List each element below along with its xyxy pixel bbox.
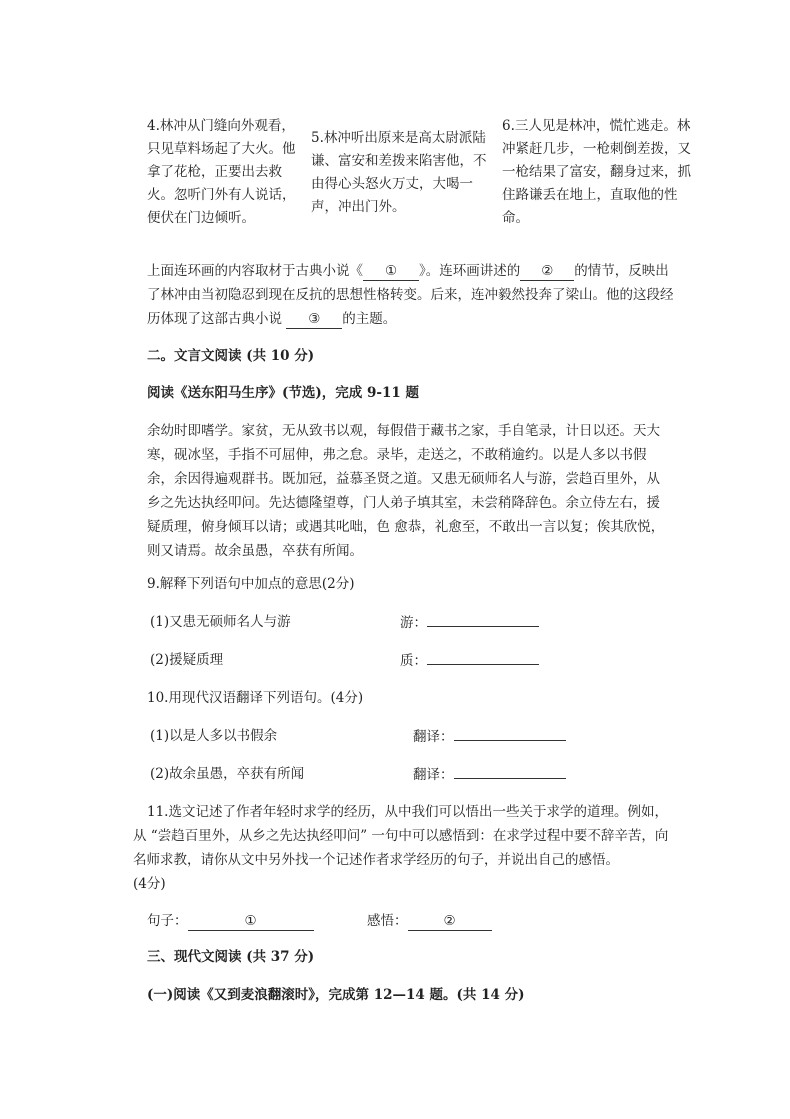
q10-answer-2: 翻译： bbox=[413, 762, 566, 787]
q9-answer-1: 游： bbox=[400, 610, 539, 635]
q9-answer-2: 质： bbox=[400, 648, 539, 673]
q11-insight-blank[interactable]: ② bbox=[408, 912, 492, 931]
q9-answer-1-line[interactable] bbox=[427, 610, 539, 627]
q11-score: (4分) bbox=[133, 876, 166, 892]
q11-sentence: 句子： ① bbox=[147, 909, 314, 933]
q8-blank-2[interactable]: ② bbox=[520, 262, 574, 281]
q10-answer-1-line[interactable] bbox=[454, 724, 566, 741]
q9-stem: 9.解释下列语句中加点的意思(2分) bbox=[147, 576, 355, 592]
q10-answer-2-line[interactable] bbox=[454, 762, 566, 779]
q8-paragraph: 上面连环画的内容取材于古典小说《 ① 》。连环画讲述的 ② 的情节，反映出了林冲由当初隐忍到现在反抗的思想性格转变。后来，连冲毅然投奔了梁山。他的这段经历体现了这部古典小说 ③ 的主题。 bbox=[147, 263, 674, 327]
q11-insight: 感悟： ② bbox=[367, 909, 492, 933]
comic-panel-5-caption: 5.林冲听出原来是高太尉派陆谦、富安和差拨来陷害他，不由得心头怒火万丈，大喝一声，冲出门外。 bbox=[311, 130, 487, 215]
q10-stem: 10.用现代汉语翻译下列语句。(4分) bbox=[147, 690, 364, 706]
comic-panel-4-caption: 4.林冲从门缝向外观看，只见草料场起了大火。他拿了花枪，正要出去救火。忽听门外有人说话，便伏在门边倾听。 bbox=[147, 118, 296, 226]
section-3-title: 三、现代文阅读 (共 37 分) bbox=[147, 949, 315, 965]
comic-panel-6-caption: 6.三人见是林冲，慌忙逃走。林冲紧赶几步，一枪刺倒差拨，又一枪结果了富安，翻身过来，抓住路谦丢在地上，直取他的性命。 bbox=[502, 118, 691, 226]
q11-sentence-blank[interactable]: ① bbox=[188, 912, 314, 931]
classical-passage: 余幼时即嗜学。家贫，无从致书以观，每假借于藏书之家，手自笔录，计日以还。天大寒，砚冰坚，手指不可屈伸，弗之怠。录毕，走送之，不敢稍逾约。以是人多以书假余，余因得遍观群书。既加冠，益慕圣贤之道。又患无硕师名人与游，尝趋百里外，从乡之先达执经叩问。先达德隆望尊，门人弟子填其室，未尝稍降辞色。余立侍左右，援疑质理，俯身倾耳以请；或遇其叱咄，色 愈恭，礼愈至，不敢出一言以复；俟其欣悦，则又请焉。故余虽愚，卒获有所闻。 bbox=[147, 423, 665, 559]
q9-item-2: (2)援疑质理 bbox=[150, 652, 224, 668]
q9-answer-2-line[interactable] bbox=[427, 648, 539, 665]
q10-item-1: (1)以是人多以书假余 bbox=[150, 728, 278, 744]
section-2-title: 二。文言文阅读 (共 10 分) bbox=[147, 348, 315, 364]
section-3-subtitle: (一)阅读《又到麦浪翻滚时》，完成第 12—14 题。(共 14 分) bbox=[147, 987, 525, 1003]
q10-item-2: (2)故余虽愚，卒获有所闻 bbox=[150, 766, 305, 782]
q8-blank-1[interactable]: ① bbox=[363, 262, 419, 281]
section-2-subtitle: 阅读《送东阳马生序》(节选)，完成 9-11 题 bbox=[147, 385, 419, 401]
q9-item-1: (1)又患无硕师名人与游 bbox=[150, 614, 291, 630]
q11-stem: 11.选文记述了作者年轻时求学的经历，从中我们可以悟出一些关于求学的道理。例如，从 “尝趋百里外，从乡之先达执经叩问” 一句中可以感悟到：在求学过程中要不辞辛苦，向名师求教，请你从文中另外找一个记述作者求学经历的句子，并说出自己的感悟。 bbox=[133, 804, 669, 868]
q10-answer-1: 翻译： bbox=[413, 724, 566, 749]
q8-blank-3[interactable]: ③ bbox=[286, 310, 342, 329]
